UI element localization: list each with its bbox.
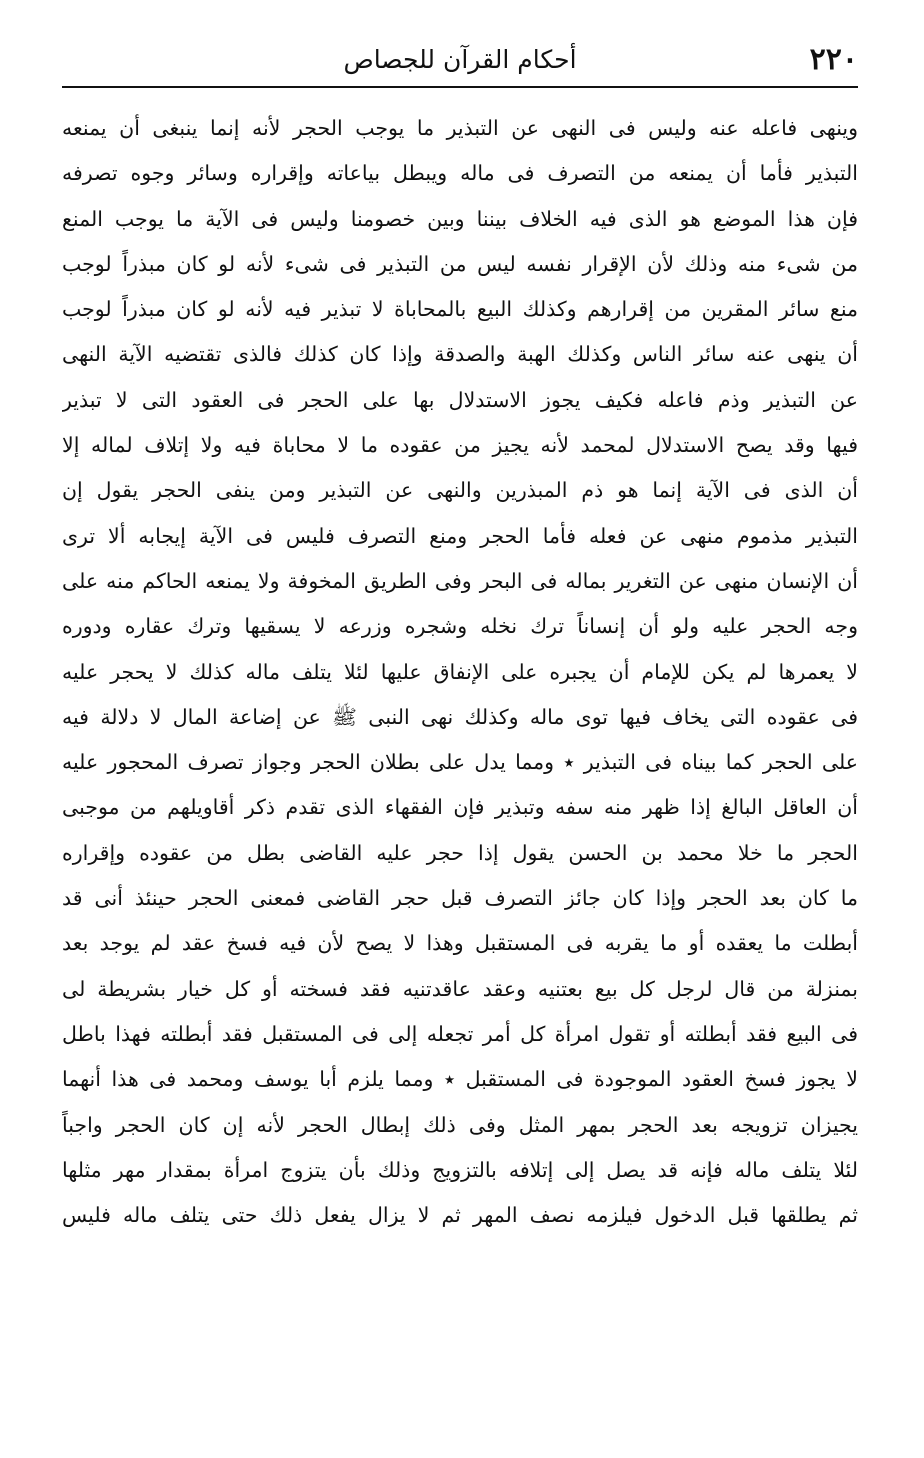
- text-line: لا يعمرها لم يكن للإمام أن يجبره على الإنفاق عليها لئلا يتلف ماله كذلك لا يحجر عليه: [62, 659, 858, 684]
- body-text: [62, 106, 858, 1238]
- text-line: عن التبذير وذم فاعله فكيف يجوز الاستدلال بها على الحجر فى العقود التى لا تبذير: [62, 387, 858, 412]
- text-line: الحجر ما خلا محمد بن الحسن يقول إذا حجر عليه القاضى بطل من عقوده وإقراره: [62, 840, 858, 865]
- text-line: التبذير مذموم منهى عن فعله فأما الحجر ومنع التصرف فليس فى الآية إيجابه ألا ترى: [62, 523, 858, 548]
- text-line: أن الذى فى الآية إنما هو ذم المبذرين والنهى عن التبذير ومن ينفى الحجر يقول إن: [62, 478, 858, 503]
- text-line: فيها وقد يصح الاستدلال لمحمد لأنه يجيز من عقوده ما لا محاباة فيه ولا إتلاف لماله إلا: [62, 433, 858, 458]
- text-line: على الحجر كما بيناه فى التبذير ٭ ومما يدل على بطلان الحجر وجواز تصرف المحجور عليه: [62, 750, 858, 775]
- text-line: أبطلت ما يعقده أو ما يقربه فى المستقبل وهذا لا يصح لأن فيه فسخ عقد لم يوجد بعد: [62, 931, 858, 956]
- text-line: من شىء منه وذلك لأن الإقرار نفسه ليس من التبذير فى شىء لأنه لو كان مبذراً لوجب: [62, 251, 858, 276]
- text-line: يجيزان تزويجه بعد الحجر بمهر المثل وفى ذلك إبطال الحجر لأنه إن كان الحجر واجباً: [62, 1112, 858, 1137]
- text-line: وجه الحجر عليه ولو أن إنساناً ترك نخله وشجره وزرعه لا يسقيها وترك عقاره ودوره: [62, 614, 858, 639]
- text-line: بمنزلة من قال لرجل كل بيع بعتنيه وعقد عاقدتنيه فقد فسخته أو كل خيار بشريطة لى: [62, 976, 858, 1001]
- text-line: لا يجوز فسخ العقود الموجودة فى المستقبل ٭ ومما يلزم أبا يوسف ومحمد فى هذا أنهما: [62, 1067, 858, 1092]
- running-header: [62, 38, 858, 82]
- text-line: ثم يطلقها قبل الدخول فيلزمه نصف المهر ثم لا يزال يفعل ذلك حتى يتلف ماله فليس: [62, 1203, 858, 1228]
- text-line: أن الإنسان منهى عن التغرير بماله فى البحر وفى الطريق المخوفة ولا يمنعه الحاكم منه على: [62, 568, 858, 593]
- book-title: أحكام القرآن للجصاص: [343, 45, 577, 74]
- text-line: فإن هذا الموضع هو الذى فيه الخلاف بيننا وبين خصومنا وليس فى الآية ما يوجب المنع: [62, 206, 858, 231]
- text-line: وينهى فاعله عنه وليس فى النهى عن التبذير ما يوجب الحجر لأنه إنما ينبغى أن يمنعه: [62, 116, 858, 140]
- header-rule: [62, 86, 858, 88]
- text-line: منع سائر المقرين من إقرارهم وكذلك البيع بالمحاباة لا تبذير فيه لأنه لو كان مبذراً لوجب: [62, 297, 858, 322]
- text-line: ما كان بعد الحجر وإذا كان جائز التصرف قبل حجر القاضى فمعنى الحجر حينئذ أنى قد: [62, 886, 858, 911]
- text-line: التبذير فأما أن يمنعه من التصرف فى ماله ويبطل بياعاته وإقراره وسائر وجوه تصرفه: [62, 161, 858, 186]
- text-line: فى عقوده التى يخاف فيها توى ماله وكذلك نهى النبى ﷺ عن إضاعة المال لا دلالة فيه: [62, 704, 858, 729]
- text-line: فى البيع فقد أبطلته أو تقول امرأة كل أمر تجعله إلى فى المستقبل فقد أبطلته فهذا باطل: [62, 1021, 858, 1046]
- page-number: ٢٢٠: [809, 42, 858, 77]
- text-line: أن العاقل البالغ إذا ظهر منه سفه وتبذير فإن الفقهاء الذى تقدم ذكر أقاويلهم من موجبى: [62, 795, 858, 820]
- text-line: أن ينهى عنه سائر الناس وكذلك الهبة والصدقة وإذا كان كذلك فالذى تقتضيه الآية النهى: [62, 342, 858, 367]
- text-line: لئلا يتلف ماله فإنه قد يصل إلى إتلافه بالتزويج وذلك بأن يتزوج امرأة بمقدار مهر مثلها: [62, 1157, 858, 1182]
